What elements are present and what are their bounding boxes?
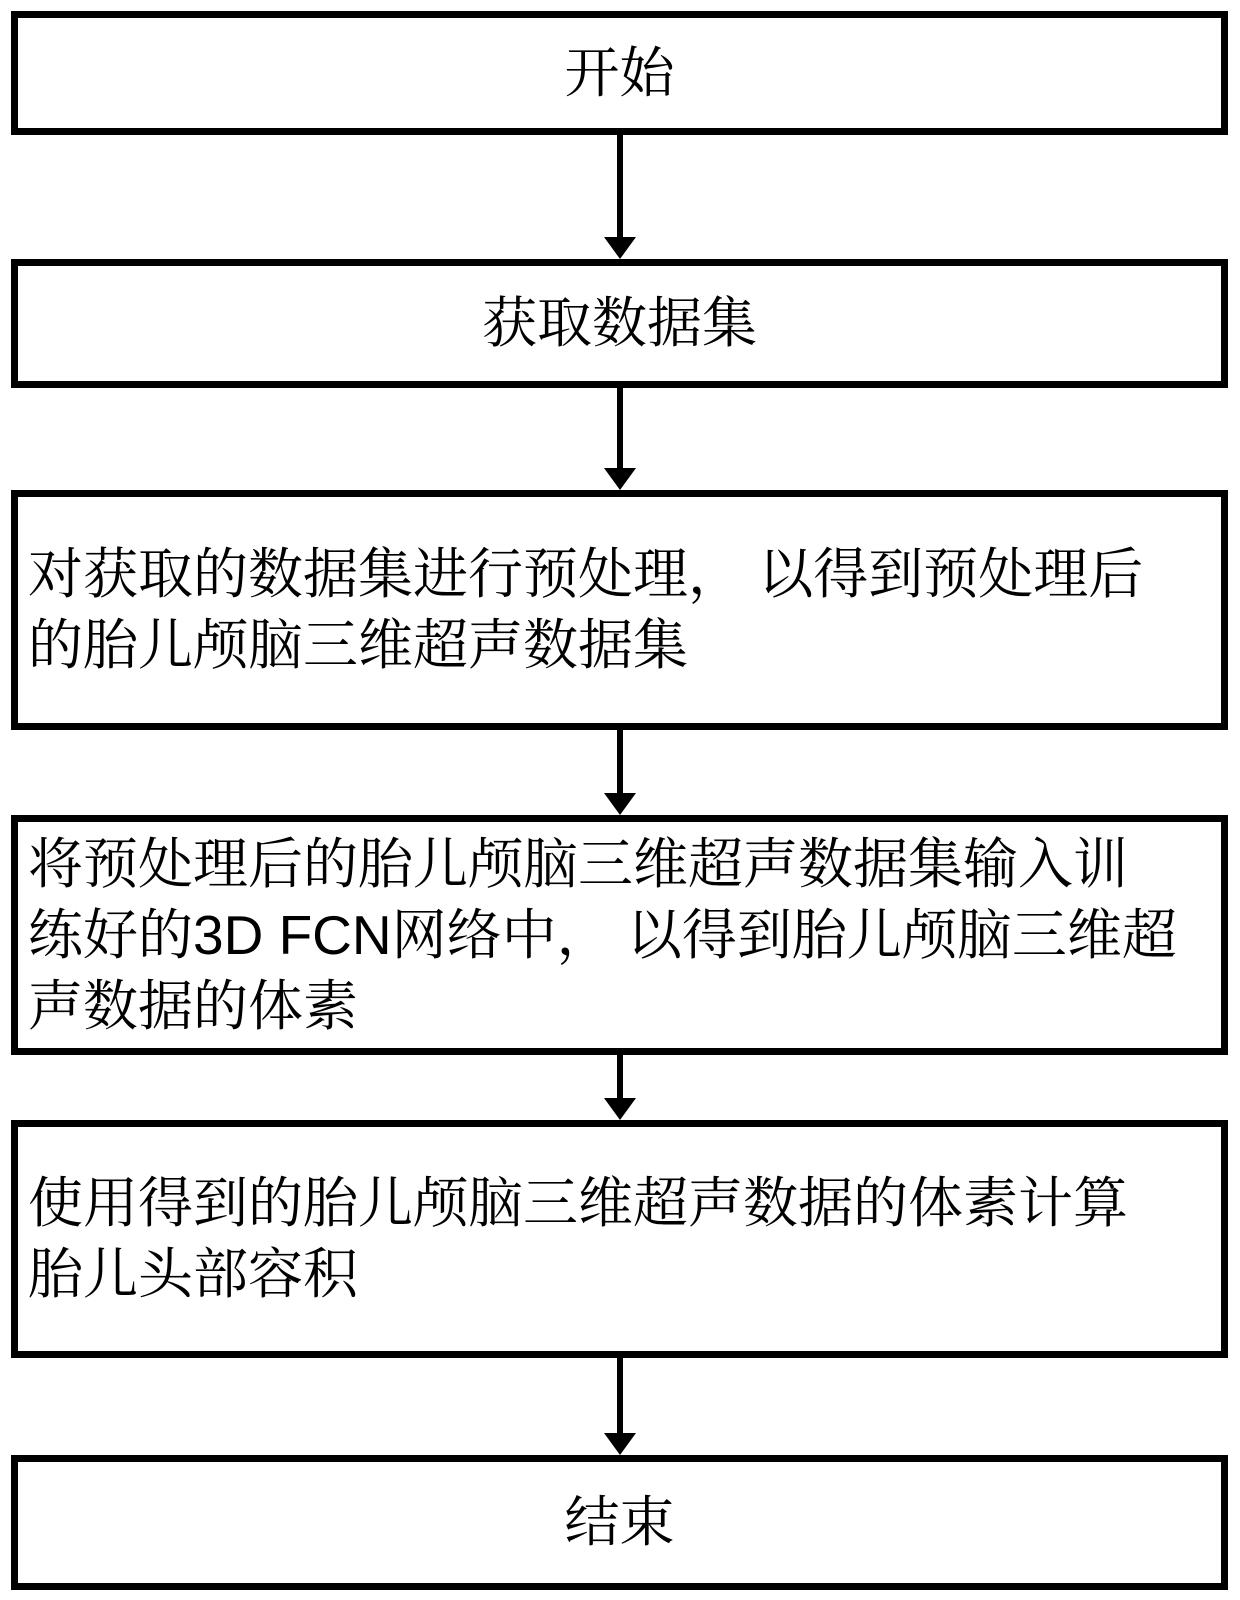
flow-node-fcn-inference-line-1: 将预处理后的胎儿颅脑三维超声数据集输入训: [28, 832, 1129, 895]
flow-node-fcn-inference-line-3: 声数据的体素: [28, 974, 359, 1037]
arrow-head-icon: [604, 1098, 636, 1120]
down-arrow-2: [604, 388, 636, 490]
arrow-head-icon: [604, 793, 636, 815]
arrow-shaft: [617, 730, 623, 793]
arrow-head-icon: [604, 1433, 636, 1455]
arrow-head-icon: [604, 237, 636, 259]
flow-node-compute-volume-line-1: 使用得到的胎儿颅脑三维超声数据的体素计算: [28, 1172, 1129, 1234]
flow-node-preprocess-line-2: 的胎儿颅脑三维超声数据集: [28, 614, 689, 676]
arrow-shaft: [617, 388, 623, 468]
down-arrow-3: [604, 730, 636, 815]
arrow-shaft: [617, 1055, 623, 1098]
arrow-shaft: [617, 135, 623, 237]
arrow-head-icon: [604, 468, 636, 490]
flow-node-end-label: 结束: [564, 1491, 675, 1553]
arrow-shaft: [617, 1358, 623, 1433]
flow-node-end: [11, 1455, 1228, 1590]
down-arrow-1: [604, 135, 636, 259]
flow-node-preprocess-line-1: 对获取的数据集进行预处理， 以得到预处理后: [28, 543, 1144, 605]
flow-node-preprocess: [11, 490, 1228, 730]
flow-node-compute-volume: [11, 1120, 1228, 1358]
flow-node-acquire-dataset: [11, 259, 1228, 388]
flow-node-acquire-dataset-label: 获取数据集: [481, 292, 757, 354]
flow-node-compute-volume-line-2: 胎儿头部容积: [28, 1243, 359, 1305]
flow-node-start: [11, 11, 1228, 135]
flow-node-start-label: 开始: [564, 41, 675, 104]
down-arrow-4: [604, 1055, 636, 1120]
flow-node-fcn-inference-line-2: 练好的3D FCN网络中， 以得到胎儿颅脑三维超: [28, 903, 1177, 966]
down-arrow-5: [604, 1358, 636, 1455]
flow-node-fcn-inference: [11, 815, 1228, 1055]
